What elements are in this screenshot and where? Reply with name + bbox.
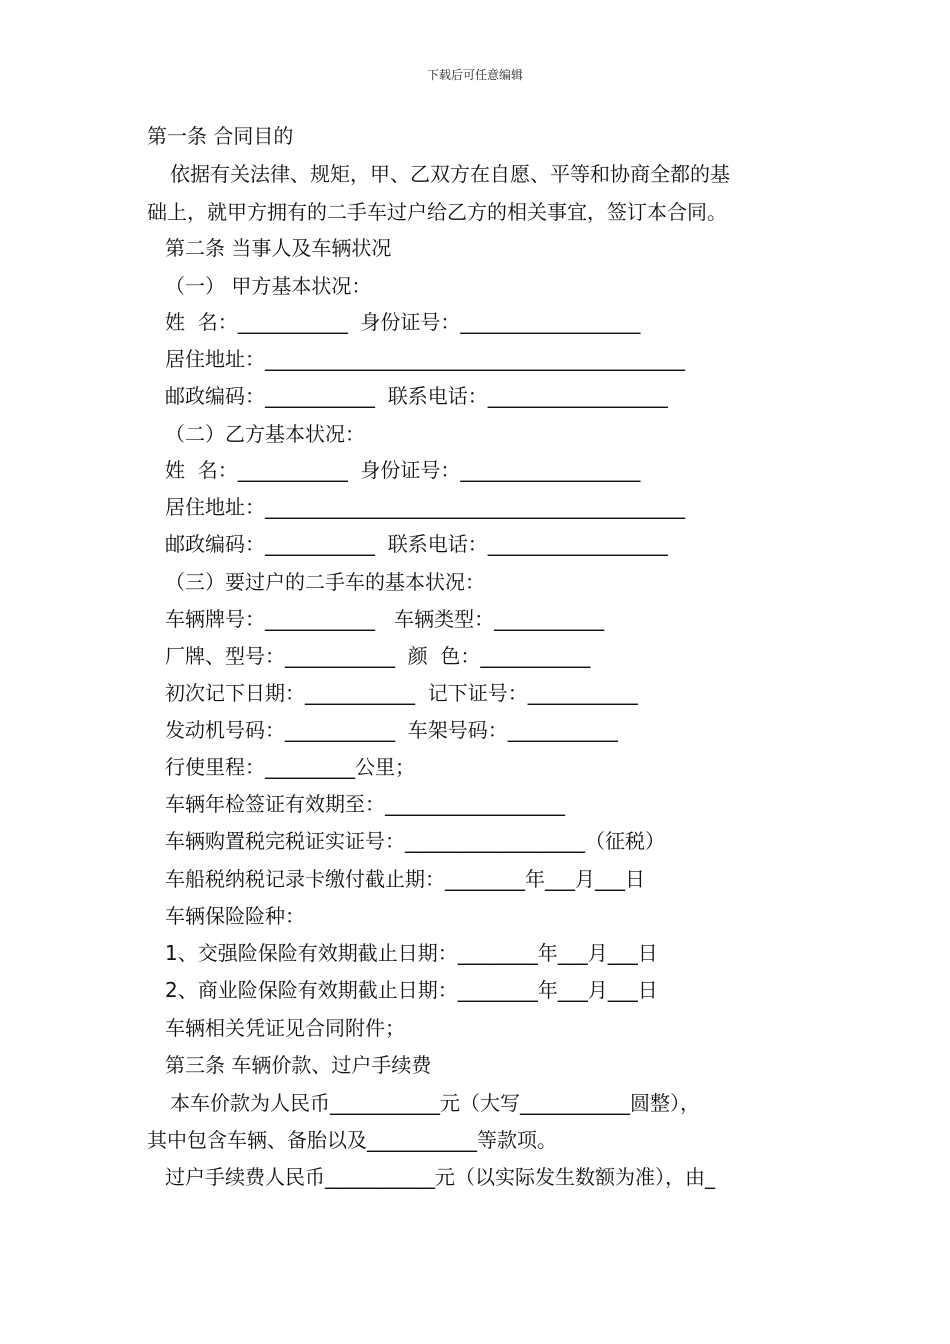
field-line: 车辆购置税完税证实证号：__________________（征税）	[165, 829, 665, 853]
section-heading: （三）要过户的二手车的基本状况：	[165, 570, 485, 594]
field-line: 车船税纳税记录卡缴付截止期：________年___月___日	[165, 867, 645, 891]
text-line: 车辆保险险种：	[165, 904, 305, 928]
text-line: 其中包含车辆、备胎以及___________等款项。	[147, 1128, 557, 1152]
section-heading: （二）乙方基本状况：	[165, 422, 365, 446]
field-line: 2、商业险保险有效期截止日期：________年___月___日	[165, 978, 658, 1002]
field-line: 姓 名：___________ 身份证号：__________________	[165, 310, 641, 334]
text-line: 本车价款为人民币___________元（大写___________圆整），	[170, 1091, 700, 1115]
article-1-title: 第一条 合同目的	[147, 124, 294, 148]
page-header: 下载后可任意编辑	[426, 68, 523, 82]
field-line: 厂牌、型号：___________ 颜 色：___________	[165, 644, 591, 668]
field-line: 初次记下日期：___________ 记下证号：___________	[165, 681, 638, 705]
field-line: 居住地址：__________________________________________	[165, 347, 685, 371]
section-heading: （一） 甲方基本状况：	[165, 274, 372, 298]
field-line: 居住地址：__________________________________________	[165, 495, 685, 519]
field-line: 邮政编码：___________ 联系电话：__________________	[165, 532, 668, 556]
article-2-title: 第二条 当事人及车辆状况	[165, 236, 392, 260]
article-3-title: 第三条 车辆价款、过户手续费	[165, 1053, 432, 1077]
text-line: 础上，就甲方拥有的二手车过户给乙方的相关事宜，签订本合同。	[147, 200, 727, 224]
field-line: 邮政编码：___________ 联系电话：__________________	[165, 384, 668, 408]
field-line: 姓 名：___________ 身份证号：__________________	[165, 458, 641, 482]
text-line: 依据有关法律、规矩，甲、乙双方在自愿、平等和协商全都的基	[170, 162, 730, 186]
text-line: 车辆相关凭证见合同附件；	[165, 1016, 405, 1040]
field-line: 车辆牌号：___________ 车辆类型：___________	[165, 607, 605, 631]
field-line: 1、交强险保险有效期截止日期：________年___月___日	[165, 941, 658, 965]
field-line: 车辆年检签证有效期至：__________________	[165, 792, 565, 816]
field-line: 发动机号码：___________ 车架号码：___________	[165, 718, 618, 742]
text-line: 过户手续费人民币___________元（以实际发生数额为准），由_	[165, 1165, 715, 1189]
field-line: 行使里程：_________公里；	[165, 755, 415, 779]
